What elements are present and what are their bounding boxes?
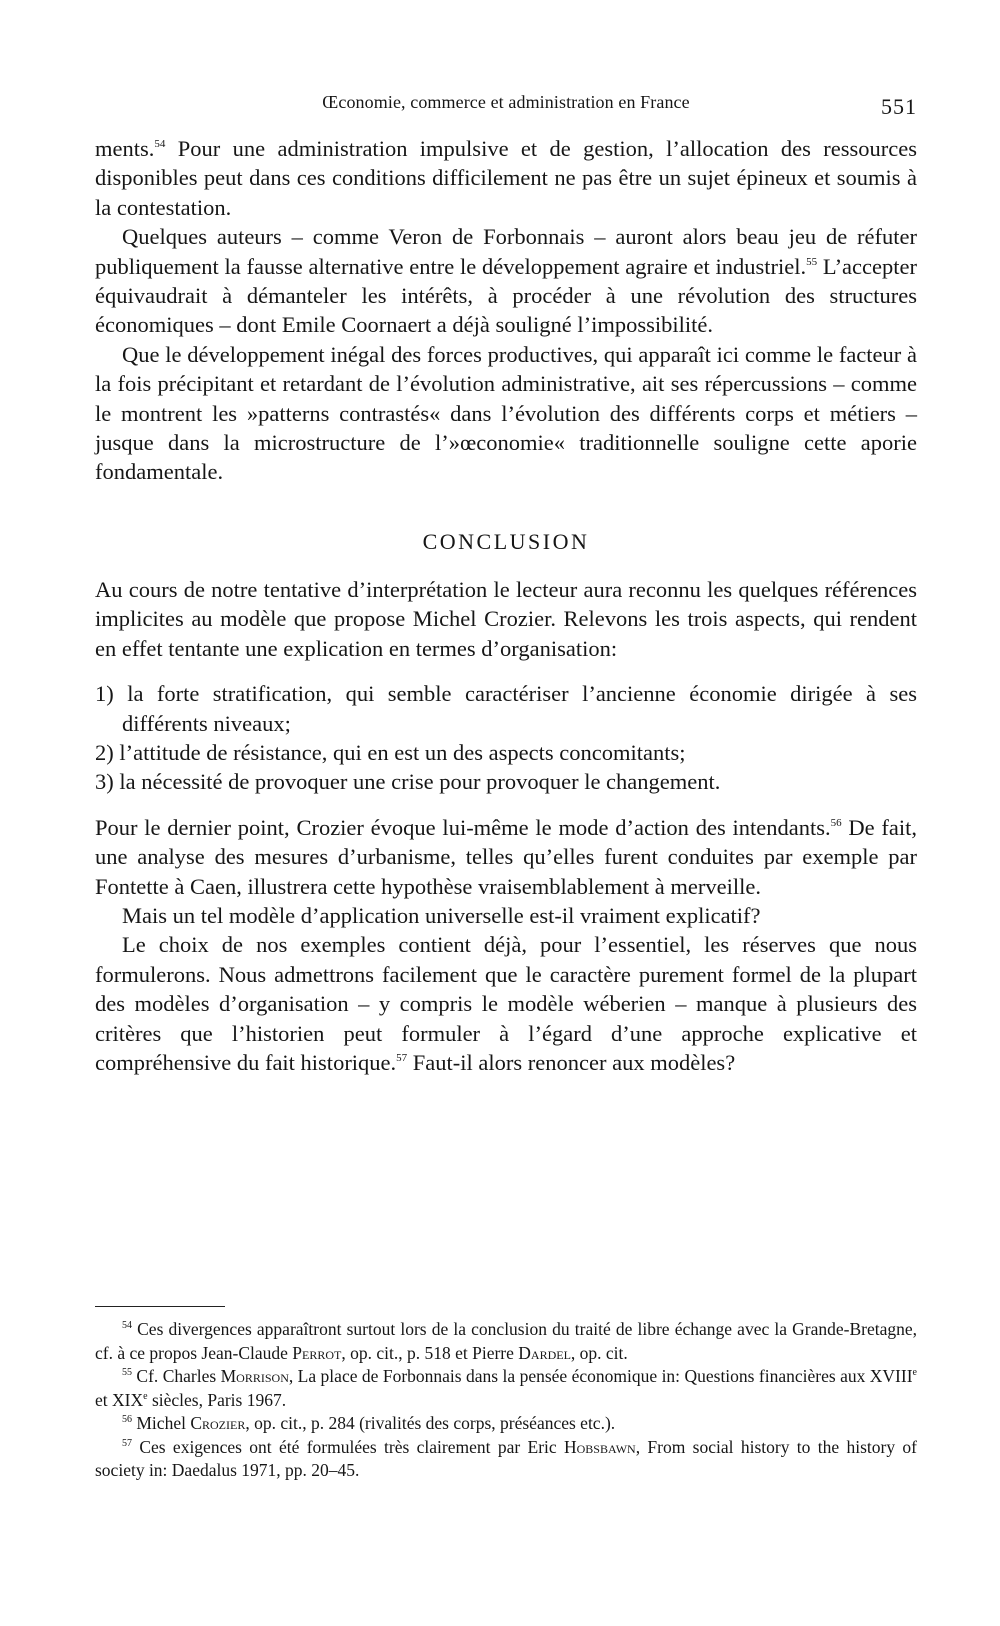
- footnote-text: , From social history to the history of society in: Daedalus 1971, pp. 20–45.: [95, 1436, 917, 1480]
- footnote-ref-54: 54: [154, 138, 166, 150]
- paragraph-4: Au cours de notre tentative d’interprétation le lecteur aura reconnu les quelques références implicites au modèle que propose Michel Crozier. Relevons les trois aspects, qui rendent en effet tentante une explication en termes d’organisation:: [95, 576, 917, 661]
- author-name: Hobsbawn: [564, 1436, 636, 1457]
- running-title: Œconomie, commerce et administration en France: [322, 92, 690, 112]
- century-superscript: e: [143, 1390, 148, 1402]
- paragraph-3: Que le développement inégal des forces productives, qui apparaît ici comme le facteur à la fois précipitant et retardant de l’évolution administrative, ait ses répercussions – comme le montrent les »patterns contrastés« dans l’évolution des différents corps et métiers – jusque dans la microstructure de l’»œconomie« traditionnelle souligne cette aporie fondamentale.: [95, 341, 917, 485]
- footnote-number: 55: [122, 1367, 132, 1378]
- paragraph-2: [95, 222, 917, 340]
- paragraph-7: [95, 930, 917, 1077]
- list-item: 1) la forte stratification, qui semble caractériser l’ancienne économie dirigée à ses différents niveaux;: [95, 681, 917, 736]
- footnote-ref-56: 56: [830, 816, 842, 829]
- paragraph-text: ments.: [95, 136, 155, 161]
- footnote-text: , op. cit., p. 518 et Pierre: [341, 1342, 519, 1363]
- list-item: 3) la nécessité de provoquer une crise pour provoquer le changement.: [95, 769, 721, 795]
- footnote-text: Ces exigences ont été formulées très clairement par Eric: [132, 1436, 564, 1457]
- paragraph-text: Pour le dernier point, Crozier évoque lui-même le mode d’action des intendants.: [95, 814, 831, 840]
- footnote-56: [95, 1412, 917, 1436]
- paragraph-5: [95, 813, 917, 901]
- author-name: Morrison: [220, 1366, 289, 1386]
- main-text: [95, 134, 917, 1077]
- footnote-number: 57: [122, 1437, 132, 1449]
- footnote-ref-57: 57: [396, 1051, 408, 1064]
- footnote-number: 54: [122, 1320, 132, 1331]
- paragraph-text: De fait, une analyse des mesures d’urbanisme, telles qu’elles furent conduites par exemple par Fontette à Caen, illustrera cette hypothèse vraisemblablement à merveille.: [95, 814, 917, 899]
- footnote-text: et XIX: [95, 1389, 144, 1410]
- footnote-54: [95, 1318, 917, 1365]
- footnote-text: , La place de Forbonnais dans la pensée économique in: Questions financières aux XVIII: [288, 1366, 913, 1386]
- footnote-text: Michel: [132, 1413, 191, 1433]
- footnote-divider: [95, 1306, 225, 1307]
- author-name: Crozier: [190, 1413, 246, 1433]
- century-superscript: e: [912, 1367, 917, 1378]
- paragraph-text: Faut-il alors renoncer aux modèles?: [407, 1049, 736, 1075]
- footnote-55: [95, 1365, 917, 1412]
- page-header: [95, 86, 917, 126]
- numbered-list: [95, 679, 917, 797]
- footnote-text: , op. cit.: [570, 1342, 628, 1363]
- footnote-57: [95, 1436, 917, 1483]
- page-number: 551: [881, 94, 917, 119]
- footnotes: [95, 1318, 917, 1483]
- list-item: 2) l’attitude de résistance, qui en est un des aspects concomitants;: [95, 739, 686, 765]
- author-name: Perrot: [292, 1342, 342, 1363]
- footnote-text: , op. cit., p. 284 (rivalités des corps, préséances etc.).: [245, 1413, 616, 1433]
- footnote-text: Ces divergences apparaîtront surtout lors de la conclusion du traité de libre échange avec la Grande-Bretagne, cf. à ce propos Jean-Claude: [95, 1319, 917, 1363]
- paragraph-text: L’accepter équivaudrait à démanteler les intérêts, à procéder à une révolution des structures économiques – dont Emile Coornaert a déjà souligné l’impossibilité.: [95, 253, 917, 338]
- author-name: Dardel: [518, 1342, 571, 1363]
- section-heading: CONCLUSION: [422, 528, 590, 554]
- footnote-ref-55: 55: [806, 255, 818, 268]
- footnote-number: 56: [122, 1414, 132, 1425]
- paragraph-1: [95, 134, 917, 222]
- paragraph-text: Le choix de nos exemples contient déjà, pour l’essentiel, les réserves que nous formulerons. Nous admettrons facilement que le caractère purement formel de la plupart des modèles d’organisation – y compris le modèle wéberien – manque à plusieurs des critères que l’historien peut formuler à l’égard d’une approche explicative et compréhensive du fait historique.: [95, 932, 917, 1075]
- footnote-text: Cf. Charles: [132, 1366, 221, 1386]
- paragraph-text: Pour une administration impulsive et de gestion, l’allocation des ressources disponibles peut dans ces conditions difficilement ne pas être un sujet épineux et soumis à la contestation.: [95, 136, 917, 220]
- paragraph-text: Quelques auteurs – comme Veron de Forbonnais – auront alors beau jeu de réfuter publiquement la fausse alternative entre le développement agraire et industriel.: [95, 224, 917, 279]
- footnote-text: siècles, Paris 1967.: [147, 1389, 287, 1410]
- paragraph-6: Mais un tel modèle d’application universelle est-il vraiment explicatif?: [122, 902, 761, 928]
